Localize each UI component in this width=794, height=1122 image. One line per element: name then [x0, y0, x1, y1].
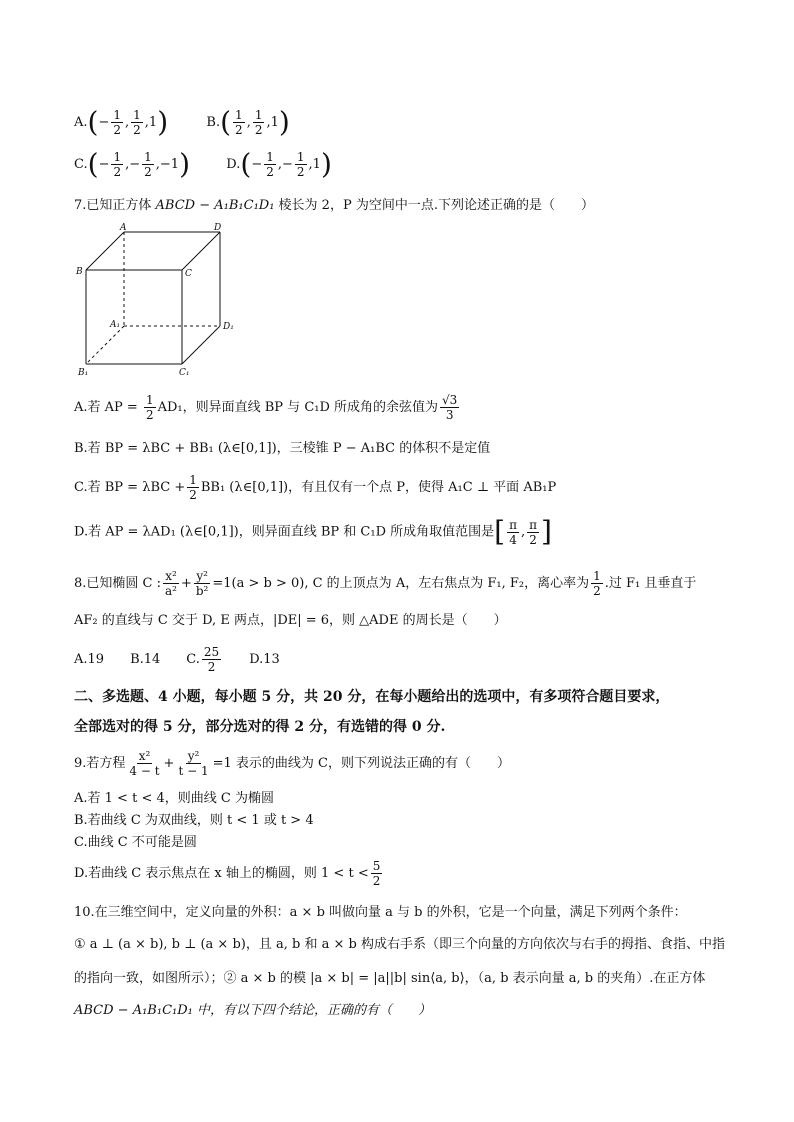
section-2-heading-line-1: 二、多选题、4 小题，每小题 5 分，共 20 分，在每小题给出的选项中，有多项符合题目要求， [74, 689, 670, 705]
q10-line-3: 的指向一致，如图所示）；② a × b 的模 |a × b| = |a||b| sin⟨a, b⟩，（a, b 表示向量 a, b 的夹角）.在正方体 [74, 971, 706, 986]
q9-stem: 9.若方程 $\frac{\text{x²}}{4 - t}$ + $\frac{\text{y²}}{t - 1}$ =1 表示的曲线为 C，则下列说法正确的有（ ） [74, 749, 510, 778]
q8-stem-line-2: AF₂ 的直线与 C 交于 D, E 两点，|DE| = 6，则 △ADE 的周长是（ ） [74, 613, 507, 628]
q6-option-c: C.(− $\frac{1}{2}$ ,− $\frac{1}{2}$ ,−1) [74, 147, 191, 180]
cube-label-d1: D₁ [223, 322, 234, 332]
q7-option-c: C.若 BP = λBC + $\frac{1}{2}$ BB₁ (λ∈[0,1])，有且仅有一个点 P，使得 A₁C ⊥ 平面 AB₁P [74, 473, 557, 502]
cube-label-d: D [214, 223, 222, 233]
q6-option-b: B.( $\frac{1}{2}$ , $\frac{1}{2}$ ,1) [206, 105, 290, 138]
q9-option-c: C.曲线 C 不可能是圆 [74, 835, 197, 850]
q8-stem-line-1: 8.已知椭圆 C : $\frac{\text{x²}}{\text{a²}}$ + $\frac{\text{y²}}{\text{b²}}$ =1(a > b > 0), C 的上顶点为 A，左右焦点为 F₁, F₂，离心率为 $\frac{1}{2}$ .过 F₁ 且垂直于 [74, 569, 697, 598]
section-2-heading-line-2: 全部选对的得 5 分，部分选对的得 2 分，有选错的得 0 分. [74, 719, 446, 735]
q10-line-2: ① a ⊥ (a × b), b ⊥ (a × b)，且 a, b 和 a × b 构成右手系（即三个向量的方向依次与右手的拇指、食指、中指 [74, 937, 725, 952]
q9-option-a: A.若 1 < t < 4，则曲线 C 为椭圆 [74, 791, 274, 806]
q9-option-d: D.若曲线 C 表示焦点在 x 轴上的椭圆，则 1 < t < $\frac{5}{2}$ [74, 859, 381, 888]
q6-option-row-1 [74, 104, 290, 140]
cube-label-c: C [185, 269, 192, 279]
q7-option-a: A.若 AP = $\frac{1}{2}$ AD₁，则异面直线 BP 与 C₁D 所成角的余弦值为 $\frac{√3}{3}$ [74, 393, 458, 422]
q7-option-d: D.若 AP = λAD₁ (λ∈[0,1])，则异面直线 BP 和 C₁D 所成角取值范围是[ $\frac{\pi}{4}$ , $\frac{\pi}{2}$ ] [74, 515, 552, 548]
cube-label-c1: C₁ [179, 368, 190, 378]
q9-option-b: B.若曲线 C 为双曲线，则 t < 1 或 t > 4 [74, 813, 314, 828]
q6-option-row-2 [74, 146, 332, 182]
q7-option-b: B.若 BP = λBC + BB₁ (λ∈[0,1])，三棱锥 P − A₁BC 的体积不是定值 [74, 441, 491, 456]
cube-label-b: B [76, 267, 83, 277]
cube-figure [74, 222, 244, 380]
q8-options: A.19 B.14 C. $\frac{25}{2}$ D.13 [74, 645, 280, 674]
q6-option-a: A.(− $\frac{1}{2}$ , $\frac{1}{2}$ ,1) [74, 105, 169, 138]
q7-stem: 7.已知正方体 ABCD − A₁B₁C₁D₁ 棱长为 2，P 为空间中一点.下列论述正确的是（ ） [74, 198, 594, 213]
q6-option-d: D.(− $\frac{1}{2}$ ,− $\frac{1}{2}$ ,1) [226, 147, 332, 180]
cube-label-a: A [120, 223, 127, 233]
q10-line-4: ABCD − A₁B₁C₁D₁ 中，有以下四个结论，正确的有（ ） [74, 1003, 431, 1018]
cube-label-b1: B₁ [78, 368, 89, 378]
cube-label-a1: A₁ [110, 320, 121, 330]
q10-line-1: 10.在三维空间中，定义向量的外积：a × b 叫做向量 a 与 b 的外积，它是一个向量，满足下列两个条件： [74, 905, 687, 920]
